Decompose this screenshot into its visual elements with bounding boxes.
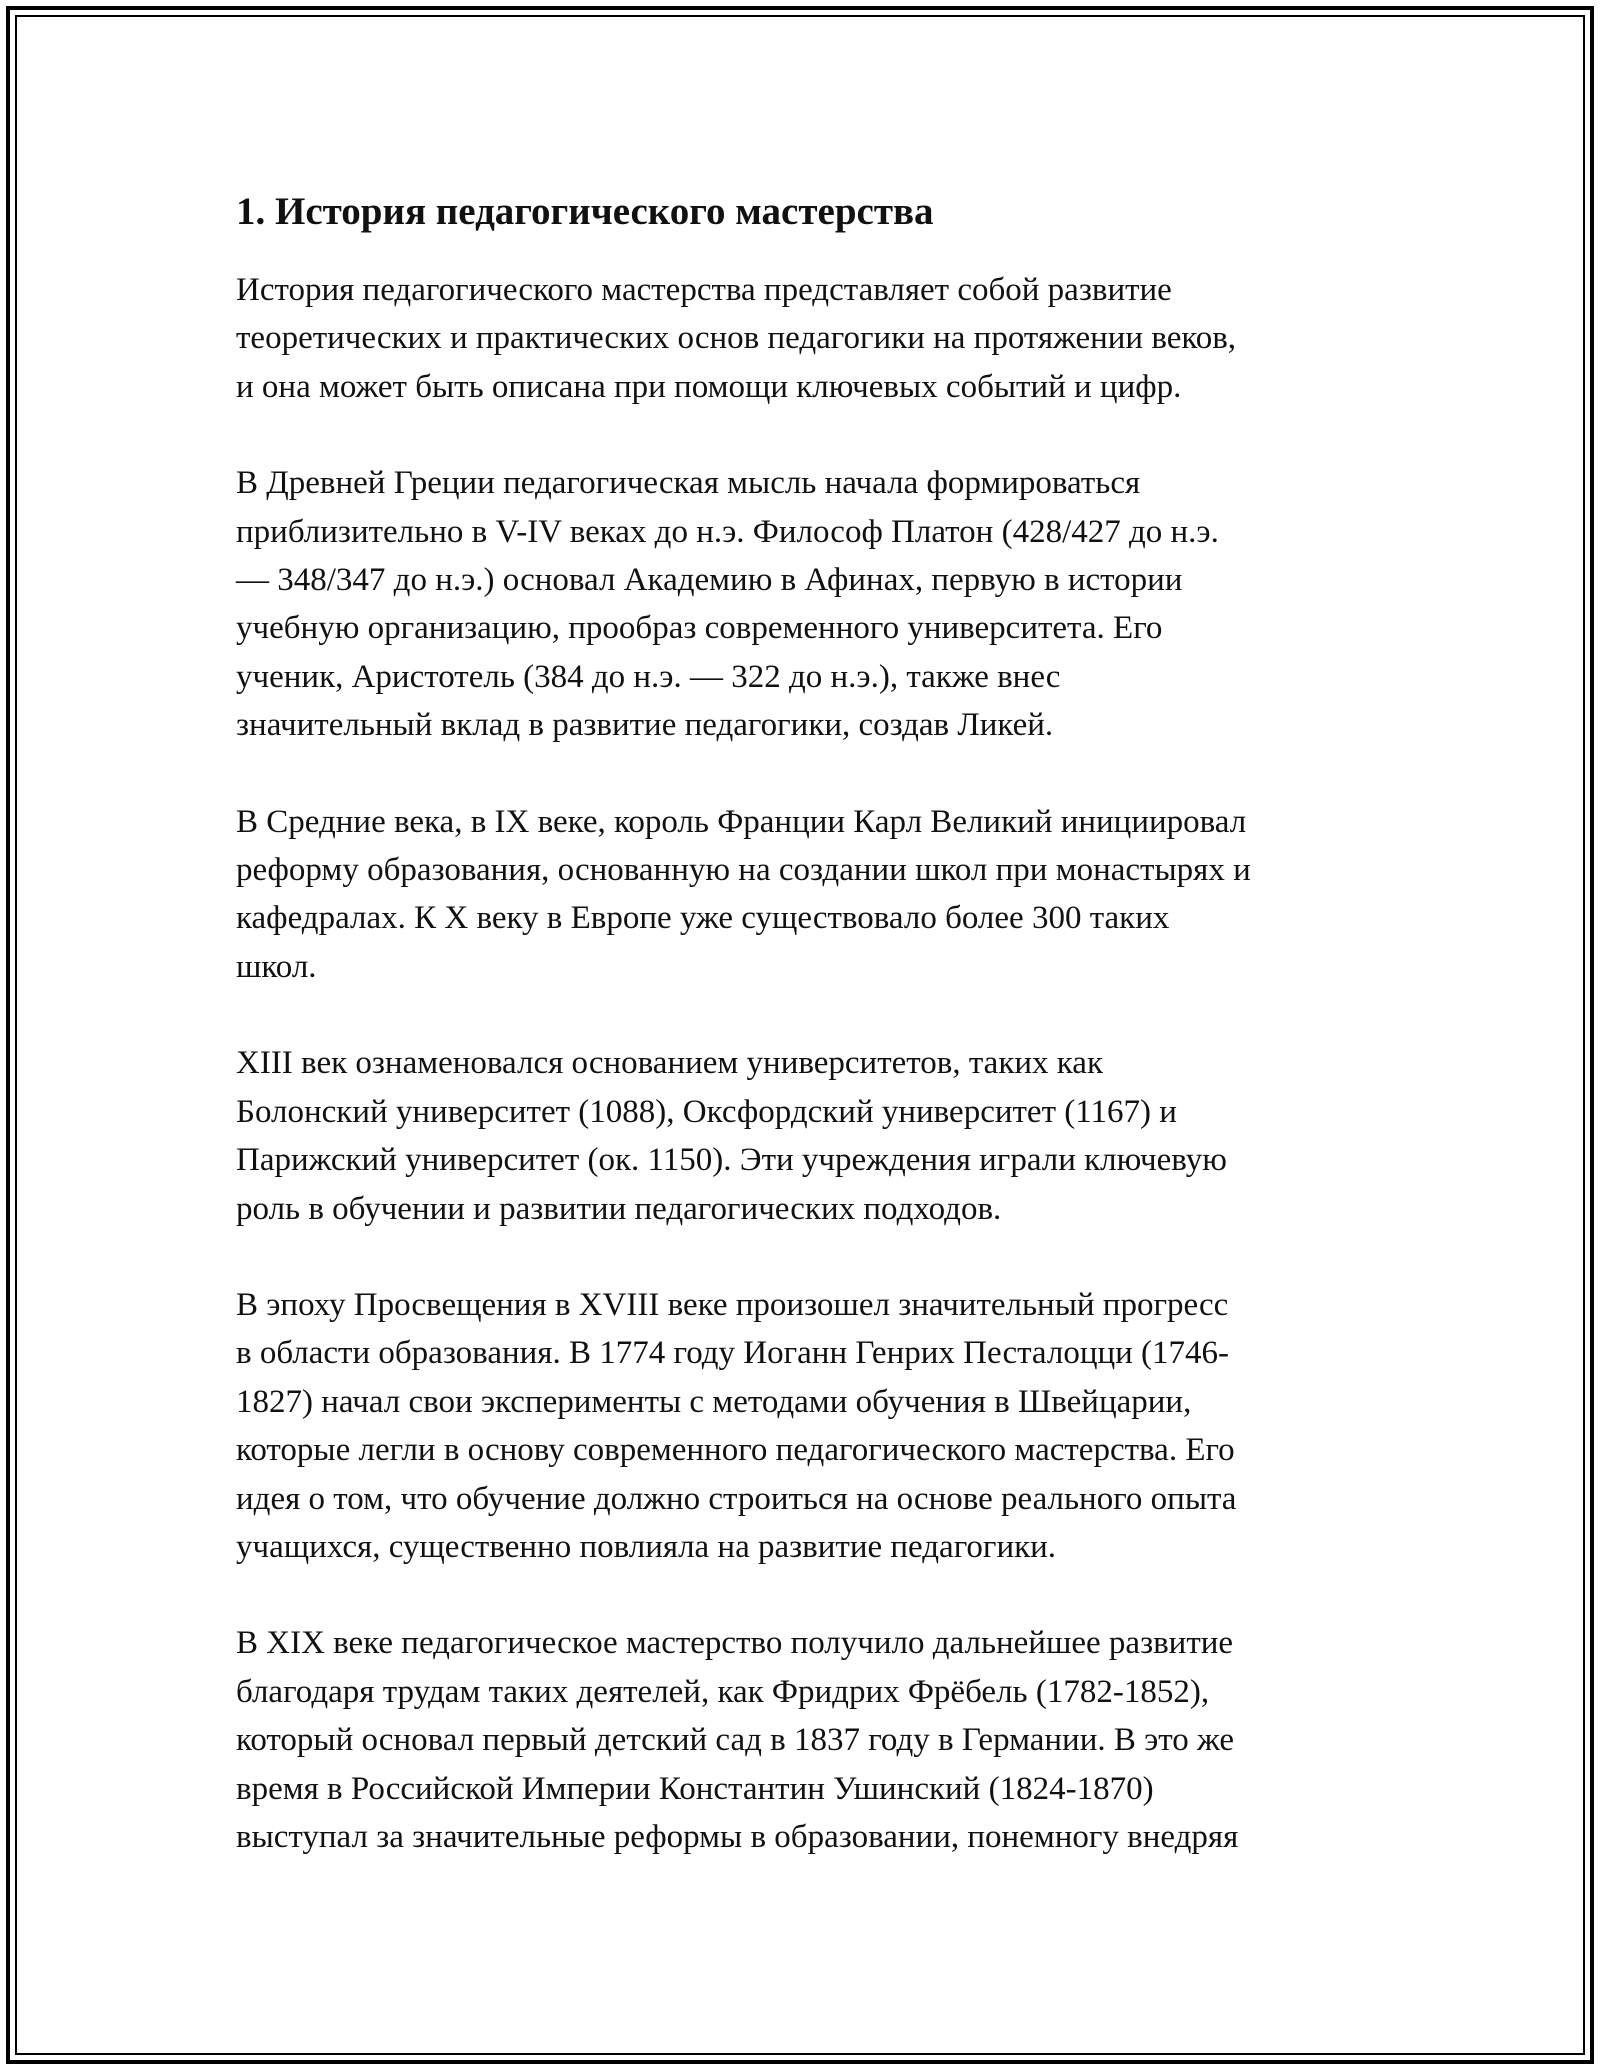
paragraph-universities: XIII век ознаменовался основанием университетов, таких как Болонский университет (1088), Оксфордский университет (1167) и Парижский университет (ок. 1150). Эти учреждения играли ключевую роль в обучении и развитии педагогических подходов. bbox=[236, 1045, 1227, 1227]
document-body bbox=[236, 184, 1386, 1909]
section-heading: 1. История педагогического мастерства bbox=[236, 190, 934, 233]
paragraph-nineteenth-century: В XIX веке педагогическое мастерство получило дальнейшее развитие благодаря трудам таких деятелей, как Фридрих Фрёбель (1782-1852), который основал первый детский сад в 1837 году в Германии. В это же время в Российской Империи Константин Ушинский (1824-1870) выступал за значительные реформы в образовании, понемногу внедряя bbox=[236, 1625, 1239, 1855]
paragraph-middle-ages: В Средние века, в IX веке, король Франции Карл Великий инициировал реформу образования, основанную на создании школ при монастырях и кафедралах. К X веку в Европе уже существовало более 300 таких школ. bbox=[236, 803, 1251, 985]
paragraph-intro: История педагогического мастерства представляет собой развитие теоретических и практических основ педагогики на протяжении веков, и она может быть описана при помощи ключевых событий и цифр. bbox=[236, 272, 1237, 405]
paragraph-enlightenment: В эпоху Просвещения в XVIII веке произошел значительный прогресс в области образования. В 1774 году Иоганн Генрих Песталоцци (1746- 1827) начал свои эксперименты с методами обучения в Швейцарии, которые легли в основу современного педагогического мастерства. Его идея о том, что обучение должно строиться на основе реального опыта учащихся, существенно повлияла на развитие педагогики. bbox=[236, 1286, 1237, 1565]
paragraph-ancient-greece: В Древней Греции педагогическая мысль начала формироваться приблизительно в V-IV веках до н.э. Философ Платон (428/427 до н.э. — 348/347 до н.э.) основал Академию в Афинах, первую в истории учебную организацию, прообраз современного университета. Его ученик, Аристотель (384 до н.э. — 322 до н.э.), также внес значительный вклад в развитие педагогики, создав Ликей. bbox=[236, 465, 1219, 744]
